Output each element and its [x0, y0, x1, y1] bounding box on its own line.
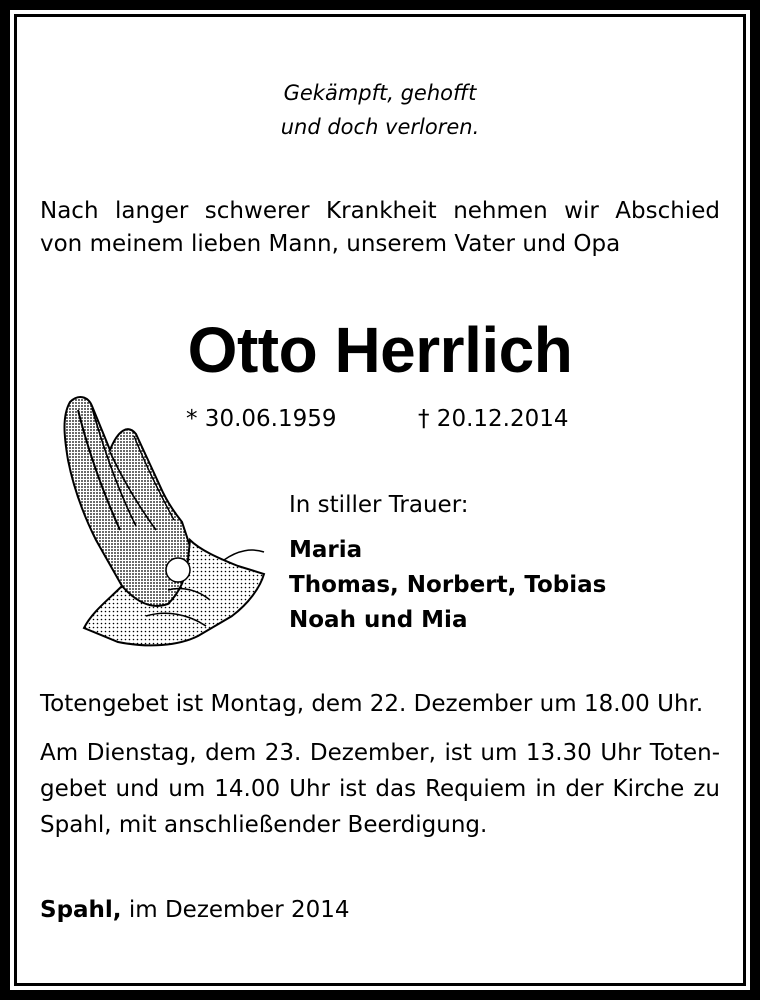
service-line: Spahl, mit anschließender Beerdigung.: [40, 812, 488, 838]
mourning-label: In stiller Trauer:: [289, 492, 469, 518]
service-line: gebet und um 14.00 Uhr ist das Requiem in der Kirche zu: [40, 776, 720, 802]
mourner-line: Maria: [289, 537, 363, 563]
mourner-line: Noah und Mia: [289, 607, 468, 633]
service-line: Am Dienstag, dem 23. Dezember, ist um 13.30 Uhr Toten-: [40, 740, 720, 766]
praying-hands-icon: [48, 390, 268, 652]
death-date: † 20.12.2014: [418, 406, 569, 432]
motto: [0, 76, 760, 144]
motto-line: und doch verloren.: [280, 115, 480, 139]
signoff: [40, 894, 350, 927]
intro-line: von meinem lieben Mann, unserem Vater und Opa: [40, 231, 621, 257]
prayer-service-text: Totengebet ist Montag, dem 22. Dezember um 18.00 Uhr.: [40, 691, 704, 717]
intro-line: Nach langer schwerer Krankheit nehmen wir Abschied: [40, 198, 720, 224]
signoff-place: Spahl,: [40, 897, 122, 923]
mourner-line: Thomas, Norbert, Tobias: [289, 572, 607, 598]
funeral-service-text: [40, 735, 720, 843]
intro-text: [40, 195, 720, 261]
mourners-list: [289, 533, 606, 638]
signoff-date: im Dezember 2014: [121, 897, 350, 923]
birth-date: * 30.06.1959: [186, 406, 337, 432]
motto-line: Gekämpft, gehofft: [283, 81, 477, 105]
deceased-name: Otto Herrlich: [187, 314, 573, 386]
